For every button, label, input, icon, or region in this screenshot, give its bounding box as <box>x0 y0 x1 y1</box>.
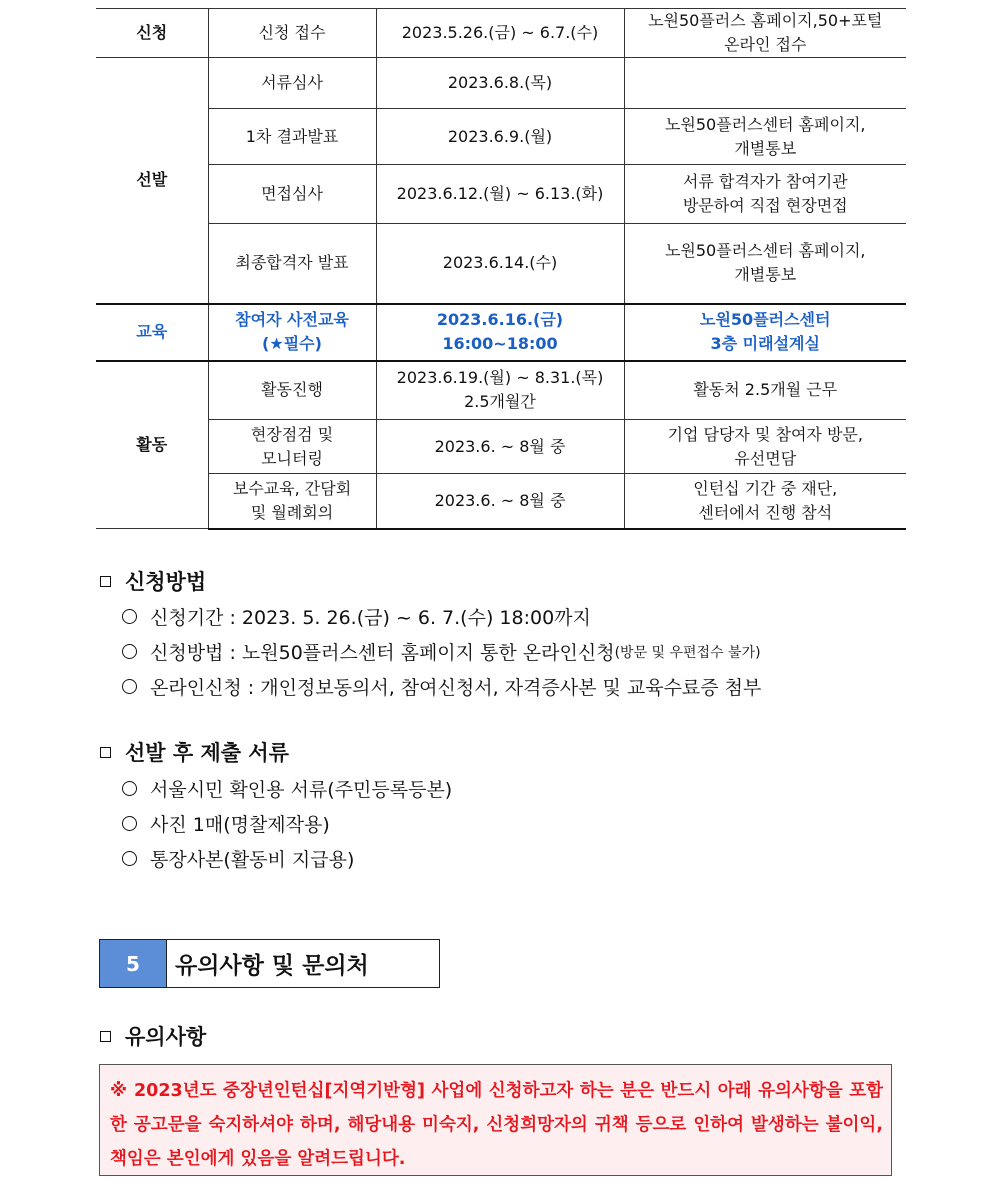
list-item <box>122 810 330 837</box>
notes-heading-text: 유의사항 <box>125 1025 207 1049</box>
list-item-text: 서울시민 확인용 서류(주민등록등본) <box>150 779 453 801</box>
table-row <box>96 224 906 304</box>
step-cell: 활동진행 <box>208 361 376 420</box>
step-cell: 보수교육, 간담회 및 월례회의 <box>208 474 376 529</box>
list-item <box>122 673 761 700</box>
docs-heading <box>100 737 289 767</box>
date-cell: 2023.6. ~ 8월 중 <box>376 420 624 474</box>
note-cell: 노원50플러스 홈페이지,50+포털 온라인 접수 <box>624 9 906 58</box>
step-cell: 서류심사 <box>208 58 376 109</box>
stage-cell: 신청 <box>96 9 208 58</box>
circle-bullet-icon <box>122 816 137 831</box>
table-row <box>96 474 906 529</box>
date-cell: 2023.6.16.(금) 16:00~18:00 <box>376 304 624 361</box>
note-cell: 노원50플러스센터 3층 미래설계실 <box>624 304 906 361</box>
circle-bullet-icon <box>122 781 137 796</box>
date-cell: 2023.6.12.(월) ~ 6.13.(화) <box>376 165 624 224</box>
table-row <box>96 109 906 165</box>
date-cell: 2023.6.14.(수) <box>376 224 624 304</box>
list-item <box>122 603 591 630</box>
notice-box <box>99 1064 892 1176</box>
notes-heading <box>100 1021 206 1051</box>
step-cell: 1차 결과발표 <box>208 109 376 165</box>
schedule-table <box>96 8 906 530</box>
square-bullet-icon <box>100 1031 111 1042</box>
stage-cell: 활동 <box>96 361 208 529</box>
note-cell: 기업 담당자 및 참여자 방문, 유선면담 <box>624 420 906 474</box>
list-item-note: (방문 및 우편접수 불가) <box>614 644 761 661</box>
apply-heading-text: 신청방법 <box>125 570 207 594</box>
date-cell: 2023.6.19.(월) ~ 8.31.(목) 2.5개월간 <box>376 361 624 420</box>
square-bullet-icon <box>100 576 111 587</box>
date-cell: 2023.5.26.(금) ~ 6.7.(수) <box>376 9 624 58</box>
list-item <box>122 638 761 665</box>
circle-bullet-icon <box>122 609 137 624</box>
list-item-text: 통장사본(활동비 지급용) <box>150 849 355 871</box>
note-cell: 노원50플러스센터 홈페이지, 개별통보 <box>624 224 906 304</box>
docs-heading-text: 선발 후 제출 서류 <box>125 741 289 765</box>
step-cell: 참여자 사전교육 (★필수) <box>208 304 376 361</box>
notice-text: ※ 2023년도 중장년인턴십[지역기반형] 사업에 신청하고자 하는 분은 반드시 아래 유의사항을 포함한 공고문을 숙지하셔야 하며, 해당내용 미숙지, 신청희망자의 귀책 등으로 인하여 발생하는 불이익, 책임은 본인에게 있음을 알려드립니다. <box>110 1081 883 1169</box>
circle-bullet-icon <box>122 644 137 659</box>
step-cell: 현장점검 및 모니터링 <box>208 420 376 474</box>
table-row <box>96 9 906 58</box>
apply-heading <box>100 566 206 596</box>
step-cell: 최종합격자 발표 <box>208 224 376 304</box>
list-item-text: 온라인신청 : 개인정보동의서, 참여신청서, 자격증사본 및 교육수료증 첨부 <box>150 677 762 699</box>
table-row <box>96 420 906 474</box>
list-item <box>122 845 354 872</box>
step-cell: 신청 접수 <box>208 9 376 58</box>
section-5-title-box <box>99 939 440 988</box>
list-item <box>122 775 452 802</box>
note-cell: 노원50플러스센터 홈페이지, 개별통보 <box>624 109 906 165</box>
circle-bullet-icon <box>122 851 137 866</box>
stage-cell: 선발 <box>96 58 208 304</box>
list-item-text: 신청방법 : 노원50플러스센터 홈페이지 통한 온라인신청 <box>150 642 615 664</box>
note-cell <box>624 58 906 109</box>
table-row <box>96 165 906 224</box>
section-title: 유의사항 및 문의처 <box>175 953 369 979</box>
table-row <box>96 304 906 361</box>
table-row <box>96 361 906 420</box>
square-bullet-icon <box>100 747 111 758</box>
step-cell: 면접심사 <box>208 165 376 224</box>
note-cell: 서류 합격자가 참여기관 방문하여 직접 현장면접 <box>624 165 906 224</box>
note-cell: 인턴십 기간 중 재단, 센터에서 진행 참석 <box>624 474 906 529</box>
stage-cell: 교육 <box>96 304 208 361</box>
table-row <box>96 58 906 109</box>
circle-bullet-icon <box>122 679 137 694</box>
date-cell: 2023.6.8.(목) <box>376 58 624 109</box>
date-cell: 2023.6.9.(월) <box>376 109 624 165</box>
list-item-text: 사진 1매(명찰제작용) <box>150 814 330 836</box>
note-cell: 활동처 2.5개월 근무 <box>624 361 906 420</box>
section-number: 5 <box>100 940 167 987</box>
list-item-text: 신청기간 : 2023. 5. 26.(금) ~ 6. 7.(수) 18:00까지 <box>150 607 591 629</box>
date-cell: 2023.6. ~ 8월 중 <box>376 474 624 529</box>
